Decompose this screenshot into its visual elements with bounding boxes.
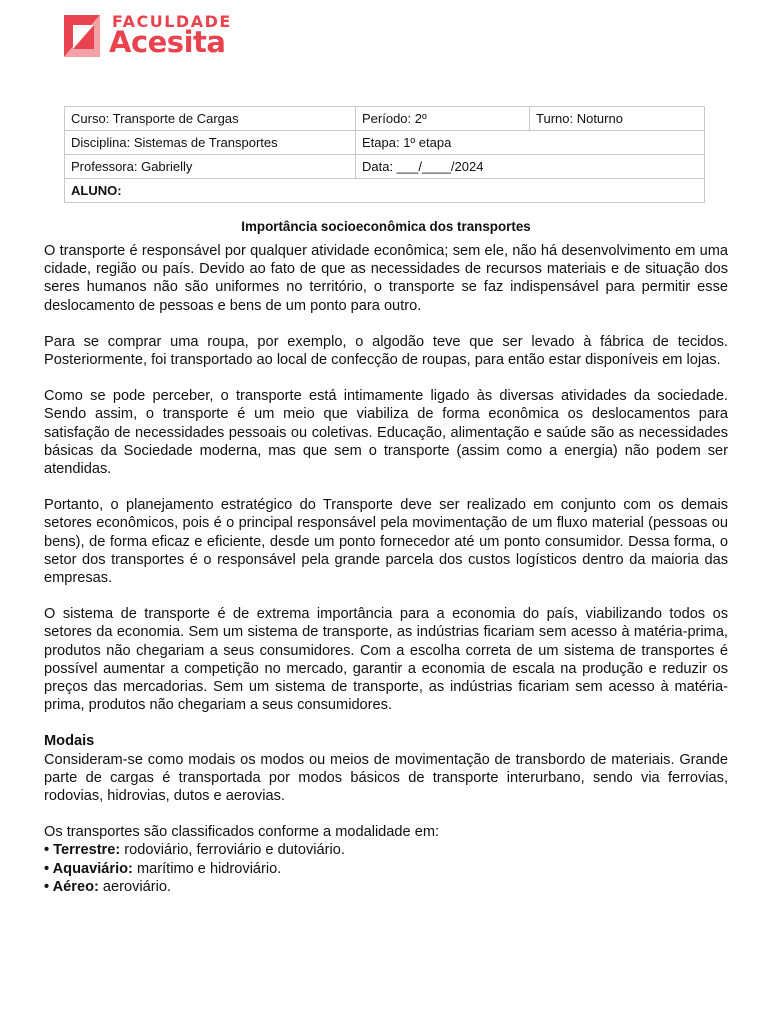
table-row [65,155,705,179]
date-cell: Data: ___/____/2024 [356,155,705,179]
document-body [44,218,728,896]
list-item [44,878,728,896]
modais-intro: Os transportes são classificados conforme a modalidade em: [44,824,440,841]
list-item-desc: rodoviário, ferroviário e dutoviário. [120,842,345,859]
list-item-desc: marítimo e hidroviário. [132,860,282,877]
teacher-cell: Professora: Gabrielly [65,155,356,179]
table-row [65,131,705,155]
list-item [44,841,728,859]
paragraph: Para se comprar uma roupa, por exemplo, o algodão teve que ser levado à fábrica de tecidos. Posteriormente, foi transportado ao local de confecção de roupas, para então estar disponíveis em lojas. [44,333,728,369]
logo-mark-icon [64,12,102,58]
course-info-table [64,106,705,203]
list-item [44,860,728,878]
student-cell: ALUNO: [65,179,705,203]
modais-paragraph: Consideram-se como modais os modos ou meios de movimentação de transbordo de materiais. Grande parte de cargas é transportada por modos básicos de transporte interurbano, sendo via ferrovias, rodovias, hidrovias, dutos e aerovias. [44,751,728,805]
list-item-desc: aeroviário. [98,878,172,895]
paragraph: Como se pode perceber, o transporte está intimamente ligado às diversas atividades da sociedade. Sendo assim, o transporte é um meio que viabiliza de forma econômica os deslocamentos para satisfação de necessidades pessoais ou coletivas. Educação, alimentação e saúde são as necessidades básicas da Sociedade moderna, mas que sem o transporte (assim como a energia) não podem ser atendidas. [44,388,728,478]
paragraph: Portanto, o planejamento estratégico do Transporte deve ser realizado em conjunto com os demais setores econômicos, pois é o principal responsável pela movimentação de um fluxo material (pessoas ou bens), de forma eficaz e eficiente, desde um ponto fornecedor até um ponto consumidor. Dessa forma, o setor dos transportes é o responsável pela grande parcela dos custos logísticos dentro da maioria das empresas. [44,497,728,587]
list-item-term: • Aéreo: [44,878,99,895]
period-cell: Período: 2º [356,107,530,131]
logo-line2: Acesita [109,25,226,59]
paragraph: O transporte é responsável por qualquer atividade econômica; sem ele, não há desenvolvimento em uma cidade, região ou país. Devido ao fato de que as necessidades de recursos materiais e de situação dos seres humanos não são uniformes no território, o transporte se faz indispensável para permitir esse deslocamento de pessoas e bens de um ponto para outro. [44,243,728,314]
table-row [65,179,705,203]
modalities-list [44,841,728,896]
table-row [65,107,705,131]
list-item-term: • Aquaviário: [44,860,133,877]
document-title: Importância socioeconômica dos transportes [241,219,531,234]
logo-line1: FACULDADE [112,12,232,31]
stage-cell: Etapa: 1º etapa [356,131,705,155]
modais-heading: Modais [44,733,95,750]
paragraph: O sistema de transporte é de extrema importância para a economia do país, viabilizando todos os setores da economia. Sem um sistema de transporte, as indústrias ficariam sem acesso à matéria-prima, produtos não chegariam a seus consumidores. Com a escolha correta de um sistema de transportes é possível aumentar a competição no mercado, garantir a economia de escala na produção e reduzir os preços das mercadorias. Sem um sistema de transporte, as indústrias ficariam sem acesso à matéria-prima, produtos não chegariam a seus consumidores. [44,606,728,714]
shift-cell: Turno: Noturno [530,107,705,131]
list-item-term: • Terrestre: [44,842,121,859]
course-cell: Curso: Transporte de Cargas [65,107,356,131]
discipline-cell: Disciplina: Sistemas de Transportes [65,131,356,155]
